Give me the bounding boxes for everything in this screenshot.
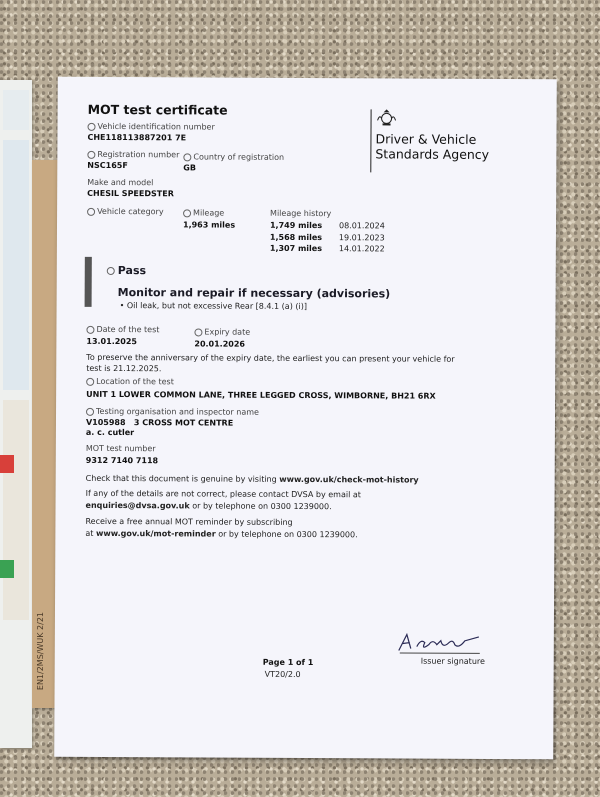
make-model-value: CHESIL SPEEDSTER xyxy=(87,188,174,199)
check-mot-link[interactable]: www.gov.uk/check-mot-history xyxy=(279,474,419,485)
reminder-details: at www.gov.uk/mot-reminder or by telephone on 0300 1239000. xyxy=(85,528,358,540)
test-result: Pass xyxy=(117,264,147,278)
mileage-history-date: 19.01.2023 xyxy=(338,233,385,243)
mileage-history-miles: 1,307 miles xyxy=(269,243,323,254)
page-number: Page 1 of 1 xyxy=(262,657,314,668)
contact-details: enquiries@dvsa.gov.uk or by telephone on 0300 1239000. xyxy=(85,500,332,512)
location-label: Location of the test xyxy=(86,377,174,386)
field-number-icon xyxy=(87,207,95,215)
left-partial-document xyxy=(0,80,32,748)
field-number-icon xyxy=(86,325,94,333)
royal-crest-icon xyxy=(376,108,398,126)
field-number-icon xyxy=(183,153,191,161)
mileage-history-date: 08.01.2024 xyxy=(338,221,385,231)
mileage-value: 1,963 miles xyxy=(182,220,236,230)
partial-document-strip xyxy=(3,400,29,620)
field-number-icon xyxy=(87,150,95,158)
mileage-history-label: Mileage history xyxy=(270,208,332,219)
reminder-text: Receive a free annual MOT reminder by subscribing xyxy=(85,516,293,527)
mot-reminder-link[interactable]: www.gov.uk/mot-reminder xyxy=(95,528,216,539)
expiry-date-value: 20.01.2026 xyxy=(194,339,246,349)
mot-certificate-sheet xyxy=(54,77,557,760)
envelope-code: EN1/2MS/WUK 2/21 xyxy=(36,612,45,691)
country-label: Country of registration xyxy=(183,152,284,162)
country-value: GB xyxy=(183,163,197,173)
issuer-signature-label: Issuer signature xyxy=(420,656,485,666)
contact-text: If any of the details are not correct, please contact DVSA by email at xyxy=(85,488,361,500)
mileage-history-miles: 1,568 miles xyxy=(269,232,323,243)
agency-name: Driver & Vehicle Standards Agency xyxy=(375,131,490,162)
field-number-icon xyxy=(107,267,115,275)
test-date-value: 13.01.2025 xyxy=(86,336,138,347)
genuine-check-text: Check that this document is genuine by visiting www.gov.uk/check-mot-history xyxy=(85,473,419,485)
testing-org-label: Testing organisation and inspector name xyxy=(86,407,259,417)
pass-marker-bar xyxy=(85,257,92,307)
partial-document-strip xyxy=(3,90,29,130)
expiry-date-label: Expiry date xyxy=(194,327,250,336)
advisories-heading: Monitor and repair if necessary (advisories) xyxy=(117,286,391,301)
field-number-icon xyxy=(88,122,96,130)
test-date-label: Date of the test xyxy=(86,325,159,334)
vin-value: CHE118113887201 7E xyxy=(87,132,187,143)
field-number-icon xyxy=(86,377,94,385)
advisory-item: • Oil leak, but not excessive Rear [8.4.1 (a) (i)] xyxy=(119,301,307,312)
anniversary-note: To preserve the anniversary of the expiry date, the earliest you can present your vehicle for test is 21.12.2025. xyxy=(86,352,455,374)
testing-org-value: V105988 3 CROSS MOT CENTRE xyxy=(85,417,234,428)
mileage-history-date: 14.01.2022 xyxy=(338,244,385,254)
mileage-history-miles: 1,749 miles xyxy=(269,220,323,231)
mot-number-label: MOT test number xyxy=(85,443,156,454)
document-title: MOT test certificate xyxy=(87,101,228,118)
mot-number-value: 9312 7140 7118 xyxy=(85,455,159,466)
form-code: VT20/2.0 xyxy=(264,669,301,679)
partial-document-strip xyxy=(3,140,29,390)
registration-label: Registration number xyxy=(87,150,179,159)
issuer-signature-image xyxy=(395,630,485,654)
inspector-name: a. c. cutler xyxy=(85,427,135,438)
location-value: UNIT 1 LOWER COMMON LANE, THREE LEGGED CROSS, WIMBORNE, BH21 6RX xyxy=(86,389,436,401)
field-number-icon xyxy=(183,209,191,217)
field-number-icon xyxy=(194,328,202,336)
green-tab xyxy=(0,560,14,578)
make-model-label: Make and model xyxy=(87,177,154,188)
field-number-icon xyxy=(86,407,94,415)
vehicle-category-label: Vehicle category xyxy=(87,207,164,216)
contact-email-link[interactable]: enquiries@dvsa.gov.uk xyxy=(85,500,190,511)
red-tab xyxy=(0,455,14,473)
mileage-label: Mileage xyxy=(183,208,224,217)
agency-divider xyxy=(370,109,372,172)
registration-value: NSC165F xyxy=(87,160,128,171)
vin-label: Vehicle identification number xyxy=(88,122,215,132)
